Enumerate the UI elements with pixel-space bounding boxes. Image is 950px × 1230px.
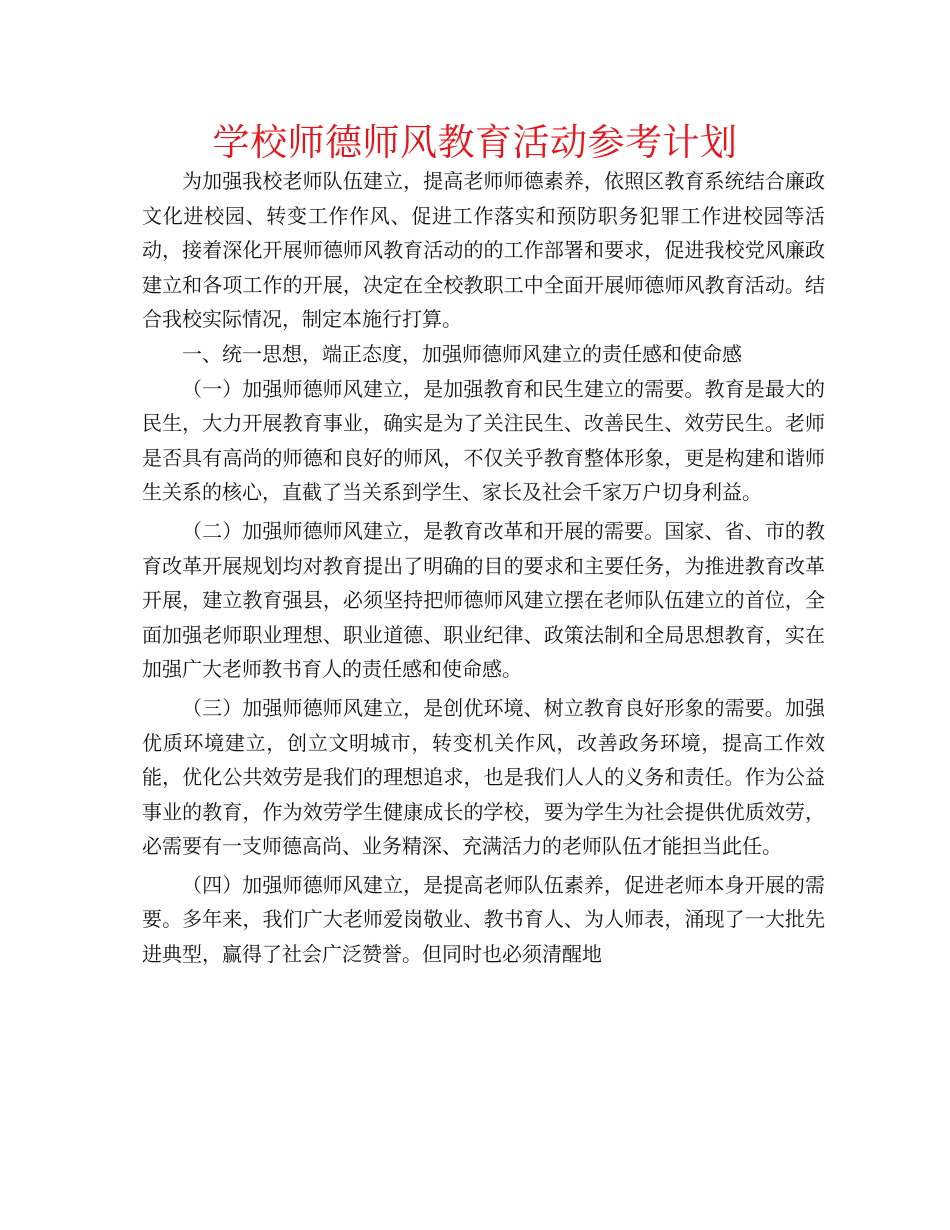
section-heading: 一、统一思想，端正态度，加强师德师风建立的责任感和使命感 — [182, 341, 742, 366]
intro-paragraph: 为加强我校老师队伍建立，提高老师师德素养，依照区教育系统结合廉政文化进校园、转变工作作风、促进工作落实和预防职务犯罪工作进校园等活动，接着深化开展师德师风教育活动的的工作部署和要求，促进我校党风廉政建立和各项工作的开展，决定在全校教职工中全面开展师德师风教育活动。结合我校实际情况，制定本施行打算。 — [142, 169, 825, 332]
paragraph-1: （一）加强师德师风建立，是加强教育和民生建立的需要。教育是最大的民生，大力开展教育事业，确实是为了关注民生、改善民生、效劳民生。老师是否具有高尚的师德和良好的师风，不仅关乎教育整体形象，更是构建和谐师生关系的核心，直截了当关系到学生、家长及社会千家万户切身利益。 — [142, 376, 825, 505]
paragraph-4: （四）加强师德师风建立，是提高老师队伍素养，促进老师本身开展的需要。多年来，我们广大老师爱岗敬业、教书育人、为人师表，涌现了一大批先进典型，赢得了社会广泛赞誉。但同时也必须清醒地 — [142, 872, 825, 967]
document-title: 学校师德师风教育活动参考计划 — [212, 121, 738, 164]
document-body — [142, 164, 825, 972]
paragraph-2: （二）加强师德师风建立，是教育改革和开展的需要。国家、省、市的教育改革开展规划均对教育提出了明确的目的要求和主要任务，为推进教育改革开展，建立教育强县，必须坚持把师德师风建立摆在老师队伍建立的首位，全面加强老师职业理想、职业道德、职业纪律、政策法制和全局思想教育，实在加强广大老师教书育人的责任感和使命感。 — [142, 518, 825, 682]
paragraph-3: （三）加强师德师风建立，是创优环境、树立教育良好形象的需要。加强优质环境建立，创立文明城市，转变机关作风，改善政务环境，提高工作效能，优化公共效劳是我们的理想追求，也是我们人人的义务和责任。作为公益事业的教育，作为效劳学生健康成长的学校，要为学生为社会提供优质效劳，必需要有一支师德高尚、业务精深、充满活力的老师队伍才能担当此任。 — [142, 695, 825, 859]
